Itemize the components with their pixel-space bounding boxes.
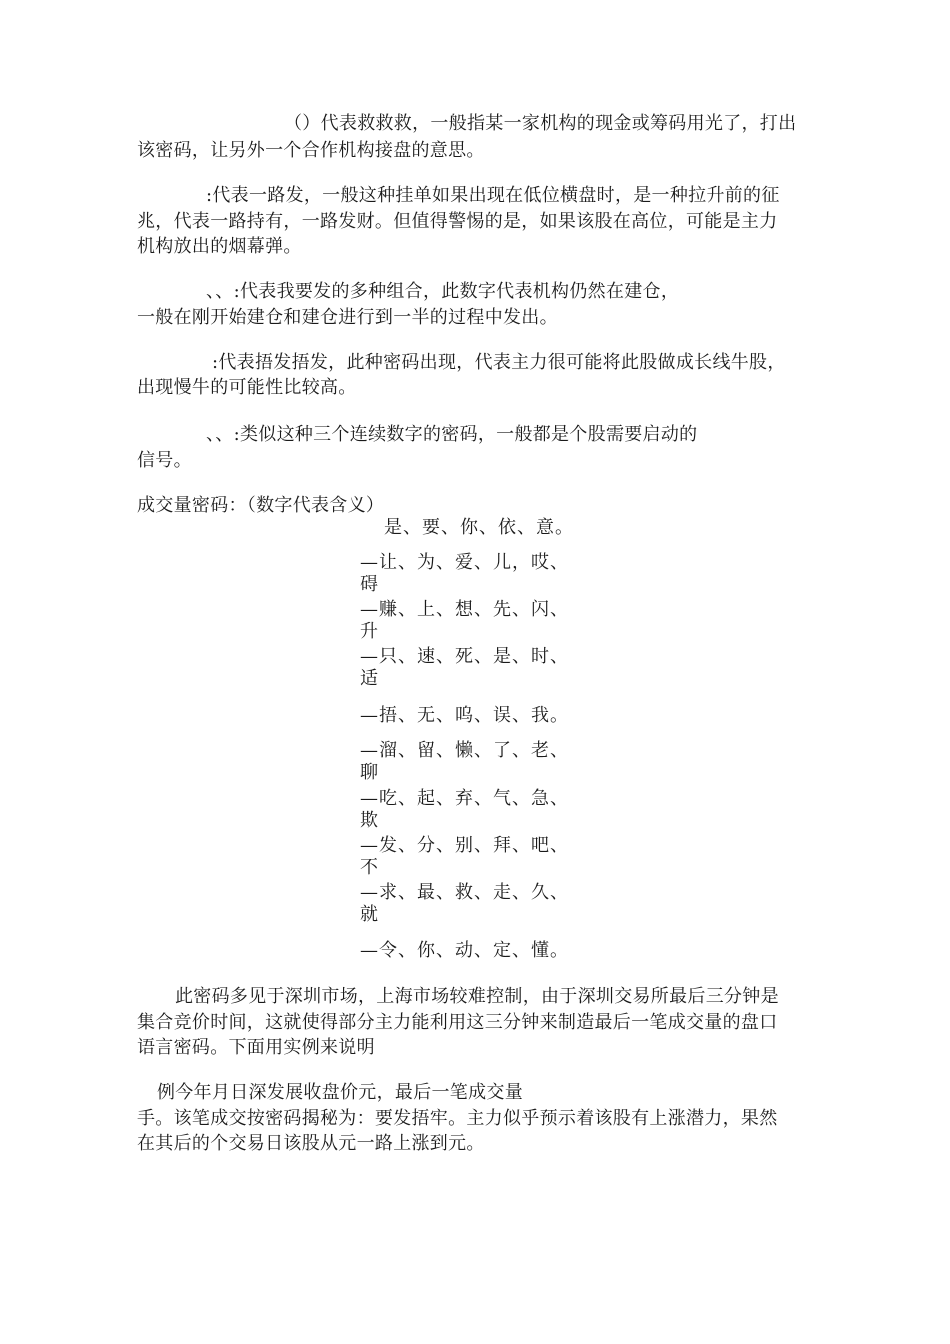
row-text: —赚、上、想、先、闪、 xyxy=(360,599,569,620)
paragraph-5-line-1: 、、:类似这种三个连续数字的密码，一般都是个股需要启动的 xyxy=(206,424,698,445)
closing-paragraph-1-line-1: 此密码多见于深圳市场，上海市场较难控制，由于深圳交易所最后三分钟是 xyxy=(175,986,779,1007)
paragraph-5-line-2: 信号。 xyxy=(137,450,192,471)
paragraph-1-line-1: （）代表救救救，一般指某一家机构的现金或筹码用光了，打出 xyxy=(284,113,797,134)
paragraph-3-line-1: 、、:代表我要发的多种组合，此数字代表机构仍然在建仓， xyxy=(206,281,680,302)
row-text-wrap: 聊 xyxy=(360,762,379,783)
closing-paragraph-2-line-2: 手。该笔成交按密码揭秘为：要发捂牢。主力似乎预示着该股有上涨潜力，果然 xyxy=(137,1108,778,1129)
row-text: —溜、留、懒、了、老、 xyxy=(360,740,569,761)
paragraph-2-line-2: 兆，代表一路持有，一路发财。但值得警惕的是，如果该股在高位，可能是主力 xyxy=(137,211,778,232)
closing-paragraph-2-line-3: 在其后的个交易日该股从元一路上涨到元。 xyxy=(137,1133,485,1154)
paragraph-4-line-2: 出现慢牛的可能性比较高。 xyxy=(137,377,357,398)
row-text-wrap: 碍 xyxy=(360,574,379,595)
row-text: —捂、无、呜、误、我。 xyxy=(360,705,569,726)
paragraph-2-line-3: 机构放出的烟幕弹。 xyxy=(137,236,302,257)
volume-code-row-1 xyxy=(360,552,569,596)
volume-code-heading: 成交量密码：（数字代表含义） xyxy=(137,495,385,516)
paragraph-3-line-2: 一般在刚开始建仓和建仓进行到一半的过程中发出。 xyxy=(137,307,558,328)
row-text-wrap: 升 xyxy=(360,621,379,642)
row-text: —只、速、死、是、时、 xyxy=(360,646,569,667)
row-text: 是、要、你、依、意。 xyxy=(384,517,574,538)
closing-paragraph-1-line-3: 语言密码。下面用实例来说明 xyxy=(137,1037,375,1058)
row-text-wrap: 适 xyxy=(360,668,379,689)
row-text: —吃、起、弃、气、急、 xyxy=(360,788,569,809)
volume-code-row-7 xyxy=(360,835,569,879)
row-text-wrap: 欺 xyxy=(360,810,379,831)
row-text: —求、最、救、走、久、 xyxy=(360,882,569,903)
row-text: —让、为、爱、儿，哎、 xyxy=(360,552,569,573)
row-text: —令、你、动、定、懂。 xyxy=(360,940,569,961)
volume-code-row-2 xyxy=(360,599,569,643)
row-text: —发、分、别、拜、吧、 xyxy=(360,835,569,856)
row-text-wrap: 就 xyxy=(360,904,379,925)
closing-paragraph-1-line-2: 集合竞价时间，这就使得部分主力能利用这三分钟来制造最后一笔成交量的盘口 xyxy=(137,1012,778,1033)
paragraph-2-line-1: :代表一路发，一般这种挂单如果出现在低位横盘时，是一种拉升前的征 xyxy=(206,185,780,206)
volume-code-row-5 xyxy=(360,740,569,784)
volume-code-row-9 xyxy=(360,940,569,962)
volume-code-row-6 xyxy=(360,788,569,832)
volume-code-row-3 xyxy=(360,646,569,690)
volume-code-row-8 xyxy=(360,882,569,926)
closing-paragraph-2-line-1: 例今年月日深发展收盘价元，最后一笔成交量 xyxy=(157,1082,523,1103)
volume-code-row-0 xyxy=(384,517,574,539)
volume-code-row-4 xyxy=(360,705,569,727)
paragraph-1-line-2: 该密码，让另外一个合作机构接盘的意思。 xyxy=(137,140,485,161)
paragraph-4-line-1: :代表捂发捂发，此种密码出现，代表主力很可能将此股做成长线牛股， xyxy=(212,352,786,373)
row-text-wrap: 不 xyxy=(360,857,379,878)
